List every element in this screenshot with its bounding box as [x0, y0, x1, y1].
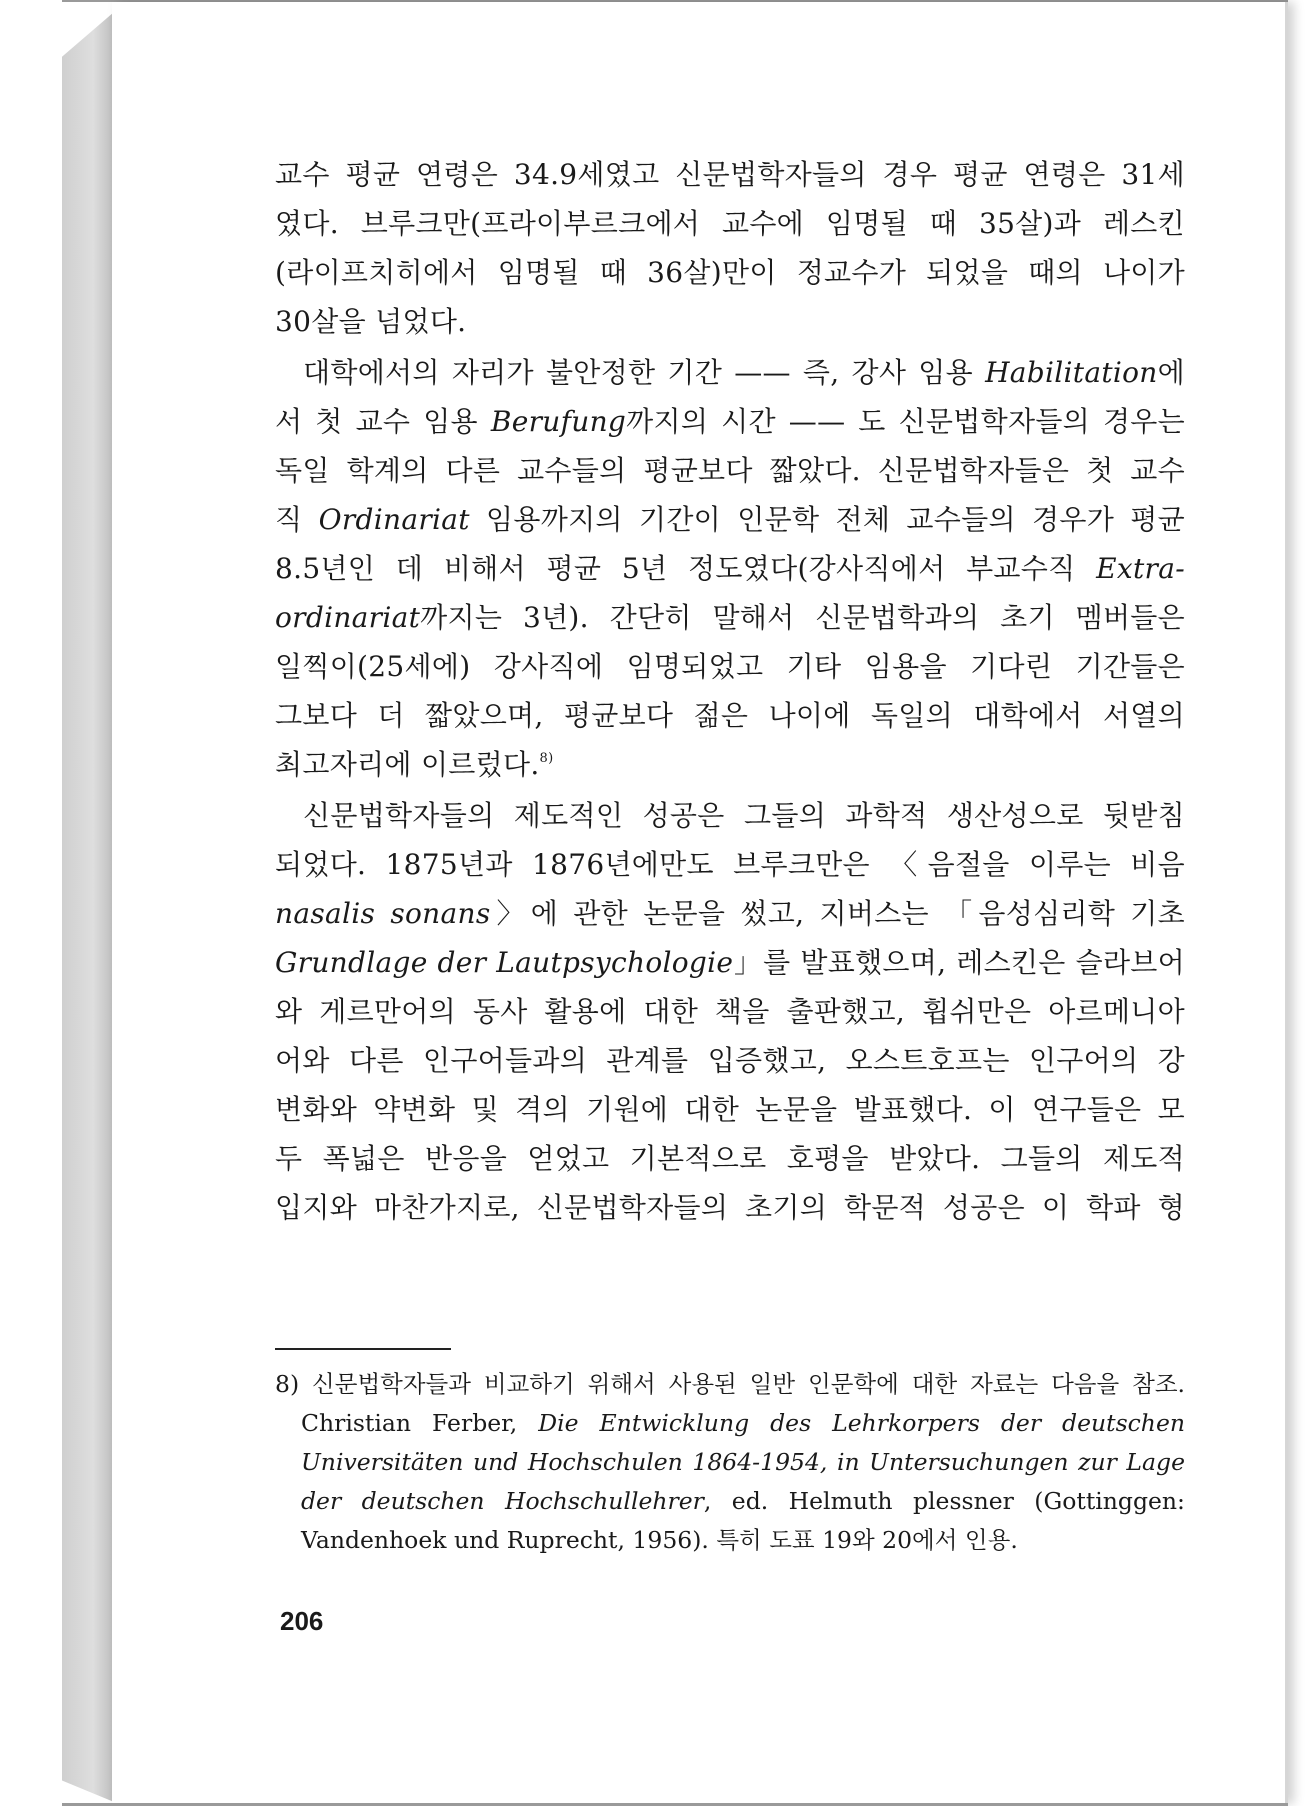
paragraph-1 — [275, 150, 1185, 346]
text-run: 에 — [1157, 356, 1185, 389]
italic-term: Universitäten und Hochschulen 1864-1954, in Untersuchungen zur Lage — [301, 1448, 1185, 1476]
italic-term: Die Entwicklung des Lehrkorpers der deutschen — [538, 1409, 1185, 1437]
italic-term: Grundlage der Lautpsychologie — [275, 946, 734, 979]
text-line: 일찍이(25세에) 강사직에 임명되었고 기타 임용을 기다린 기간들은 — [275, 650, 1185, 683]
text-run: 임용까지의 기간이 인문학 전체 교수들의 경우가 평균 — [469, 503, 1185, 536]
footnote — [275, 1365, 1185, 1560]
text-line: 와 게르만어의 동사 활용에 대한 책을 출판했고, 휩쉬만은 아르메니아 — [275, 995, 1185, 1028]
paragraph-2 — [275, 348, 1185, 789]
italic-term: der deutschen Hochschullehrer — [301, 1487, 704, 1515]
text-run: 대학에서의 자리가 불안정한 기간 —— 즉, 강사 임용 — [303, 356, 986, 389]
book-spine — [62, 12, 114, 1802]
text-run: 직 — [275, 503, 319, 536]
text-line: 그보다 더 짧았으며, 평균보다 젊은 나이에 독일의 대학에서 서열의 — [275, 699, 1185, 732]
footnote-line: Vandenhoek und Ruprecht, 1956). 특히 도표 19와 20에서 인용. — [301, 1526, 1018, 1554]
text-line — [275, 938, 1185, 987]
footnote-divider — [275, 1348, 451, 1350]
italic-term: Extra- — [1096, 552, 1185, 585]
italic-term: Habilitation — [985, 356, 1158, 389]
footnote-line — [275, 1443, 1185, 1482]
text-run: 8.5년인 데 비해서 평균 5년 정도였다(강사직에서 부교수직 — [275, 552, 1097, 585]
text-line: 되었다. 1875년과 1876년에만도 브루크만은 〈음절을 이루는 비음 — [275, 848, 1185, 881]
text-run: 최고자리에 이르렀다. — [275, 748, 540, 781]
text-line — [275, 889, 1185, 938]
footnote-line: 8) 신문법학자들과 비교하기 위해서 사용된 일반 인문학에 대한 자료는 다음을 참조. — [275, 1370, 1185, 1398]
paragraph-3 — [275, 791, 1185, 1232]
text-line: 독일 학계의 다른 교수들의 평균보다 짧았다. 신문법학자들은 첫 교수 — [275, 454, 1185, 487]
text-run: 〉에 관한 논문을 썼고, 지버스는 「음성심리학 기초 — [490, 897, 1185, 930]
text-line: 입지와 마찬가지로, 신문법학자들의 초기의 학문적 성공은 이 학파 형 — [275, 1191, 1185, 1224]
text-run: Christian Ferber, — [301, 1409, 539, 1437]
text-line: (라이프치히에서 임명될 때 36살)만이 정교수가 되었을 때의 나이가 — [275, 256, 1185, 289]
text-line — [275, 397, 1185, 446]
text-run: 까지는 3년). 간단히 말해서 신문법학과의 초기 멤버들은 — [420, 601, 1185, 634]
text-line — [275, 348, 1185, 397]
footnote-line — [275, 1482, 1185, 1521]
page-body — [275, 150, 1185, 1232]
text-line: 교수 평균 연령은 34.9세였고 신문법학자들의 경우 평균 연령은 31세 — [275, 158, 1185, 191]
italic-term: ordinariat — [275, 601, 421, 634]
text-line: 였다. 브루크만(프라이부르크에서 교수에 임명될 때 35살)과 레스킨 — [275, 207, 1185, 240]
page-number: 206 — [280, 1606, 324, 1636]
text-line: 30살을 넘었다. — [275, 305, 467, 338]
text-run: 서 첫 교수 임용 — [275, 405, 491, 438]
text-run: 」를 발표했으며, 레스킨은 슬라브어 — [733, 946, 1185, 979]
text-line: 어와 다른 인구어들과의 관계를 입증했고, 오스트호프는 인구어의 강 — [275, 1044, 1185, 1077]
italic-term: Ordinariat — [318, 503, 470, 536]
italic-term: nasalis sonans — [275, 897, 491, 930]
text-line: 두 폭넓은 반응을 얻었고 기본적으로 호평을 받았다. 그들의 제도적 — [275, 1142, 1185, 1175]
text-line — [275, 495, 1185, 544]
italic-term: Berufung — [490, 405, 627, 438]
footnote-line — [275, 1404, 1185, 1443]
text-line: 신문법학자들의 제도적인 성공은 그들의 과학적 생산성으로 뒷받침 — [303, 799, 1185, 832]
text-run: , ed. Helmuth plessner (Gottinggen: — [703, 1487, 1185, 1515]
text-line — [275, 740, 1185, 789]
footnote-ref: 8) — [539, 751, 554, 766]
text-line: 변화와 약변화 및 격의 기원에 대한 논문을 발표했다. 이 연구들은 모 — [275, 1093, 1185, 1126]
text-line — [275, 593, 1185, 642]
text-line — [275, 544, 1185, 593]
text-run: 까지의 시간 —— 도 신문법학자들의 경우는 — [626, 405, 1185, 438]
